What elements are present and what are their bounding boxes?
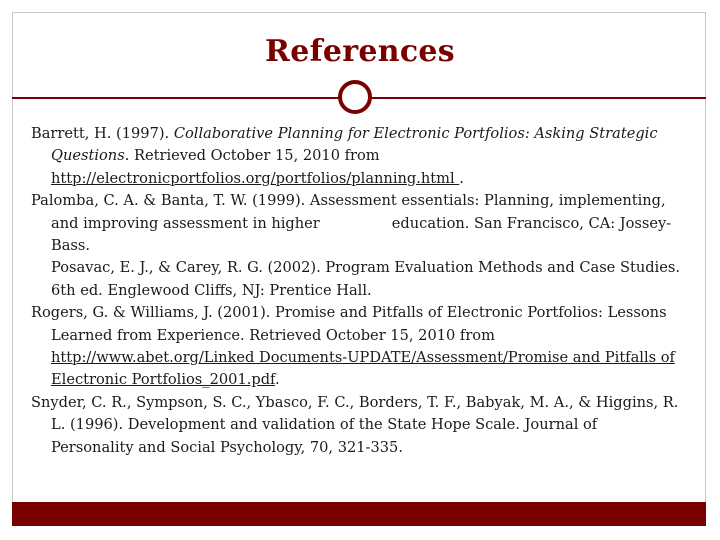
reference-text: Snyder, C. R., Sympson, S. C., Ybasco, F. C., Borders, T. F., Babyak, M. A., & Higgins, R. L. (1996). Development and validation of the State Hope Scale. Journal of Personality and Social Psychology, 70, 321-335. [31, 393, 679, 456]
references-list [31, 123, 681, 459]
reference-barrett [31, 123, 681, 190]
reference-retrieved: Retrieved October 15, 2010 from [129, 147, 380, 165]
footer-bar [12, 502, 706, 526]
reference-link[interactable]: http://www.abet.org/Linked Documents-UPDATE/Assessment/Promise and Pitfalls of Electronic Portfolios_2001.pdf [51, 349, 675, 389]
reference-text-part1: Palomba, C. A. & Banta, T. W. (1999). Assessment essentials: Planning, implementing, and improving assessment in higher [31, 192, 666, 232]
reference-author-year: Barrett, H. (1997). [31, 125, 174, 142]
reference-link[interactable]: http://electronicportfolios.org/portfolios/planning.html [51, 169, 460, 187]
circle-ornament-icon [338, 80, 372, 114]
reference-period: . [274, 371, 280, 389]
reference-title: Collaborative Planning for Electronic Portfolios: Asking Strategic Questions. [51, 125, 658, 165]
reference-text: Rogers, G. & Williams, J. (2001). Promise and Pitfalls of Electronic Portfolios: Lessons Learned from Experience. Retrieved October 15, 2010 from [31, 304, 667, 344]
reference-palomba [31, 190, 681, 257]
slide-title: References [265, 34, 455, 69]
reference-text: Posavac, E. J., & Carey, R. G. (2002). Program Evaluation Methods and Case Studies. 6th ed. Englewood Cliffs, NJ: Prentice Hall. [51, 259, 680, 299]
reference-snyder [31, 392, 681, 459]
reference-text-part2: education. San Francisco, CA: Jossey-Bass. [51, 214, 672, 255]
reference-posavac [31, 257, 681, 302]
reference-period: . [459, 169, 464, 187]
reference-rogers [31, 302, 681, 392]
